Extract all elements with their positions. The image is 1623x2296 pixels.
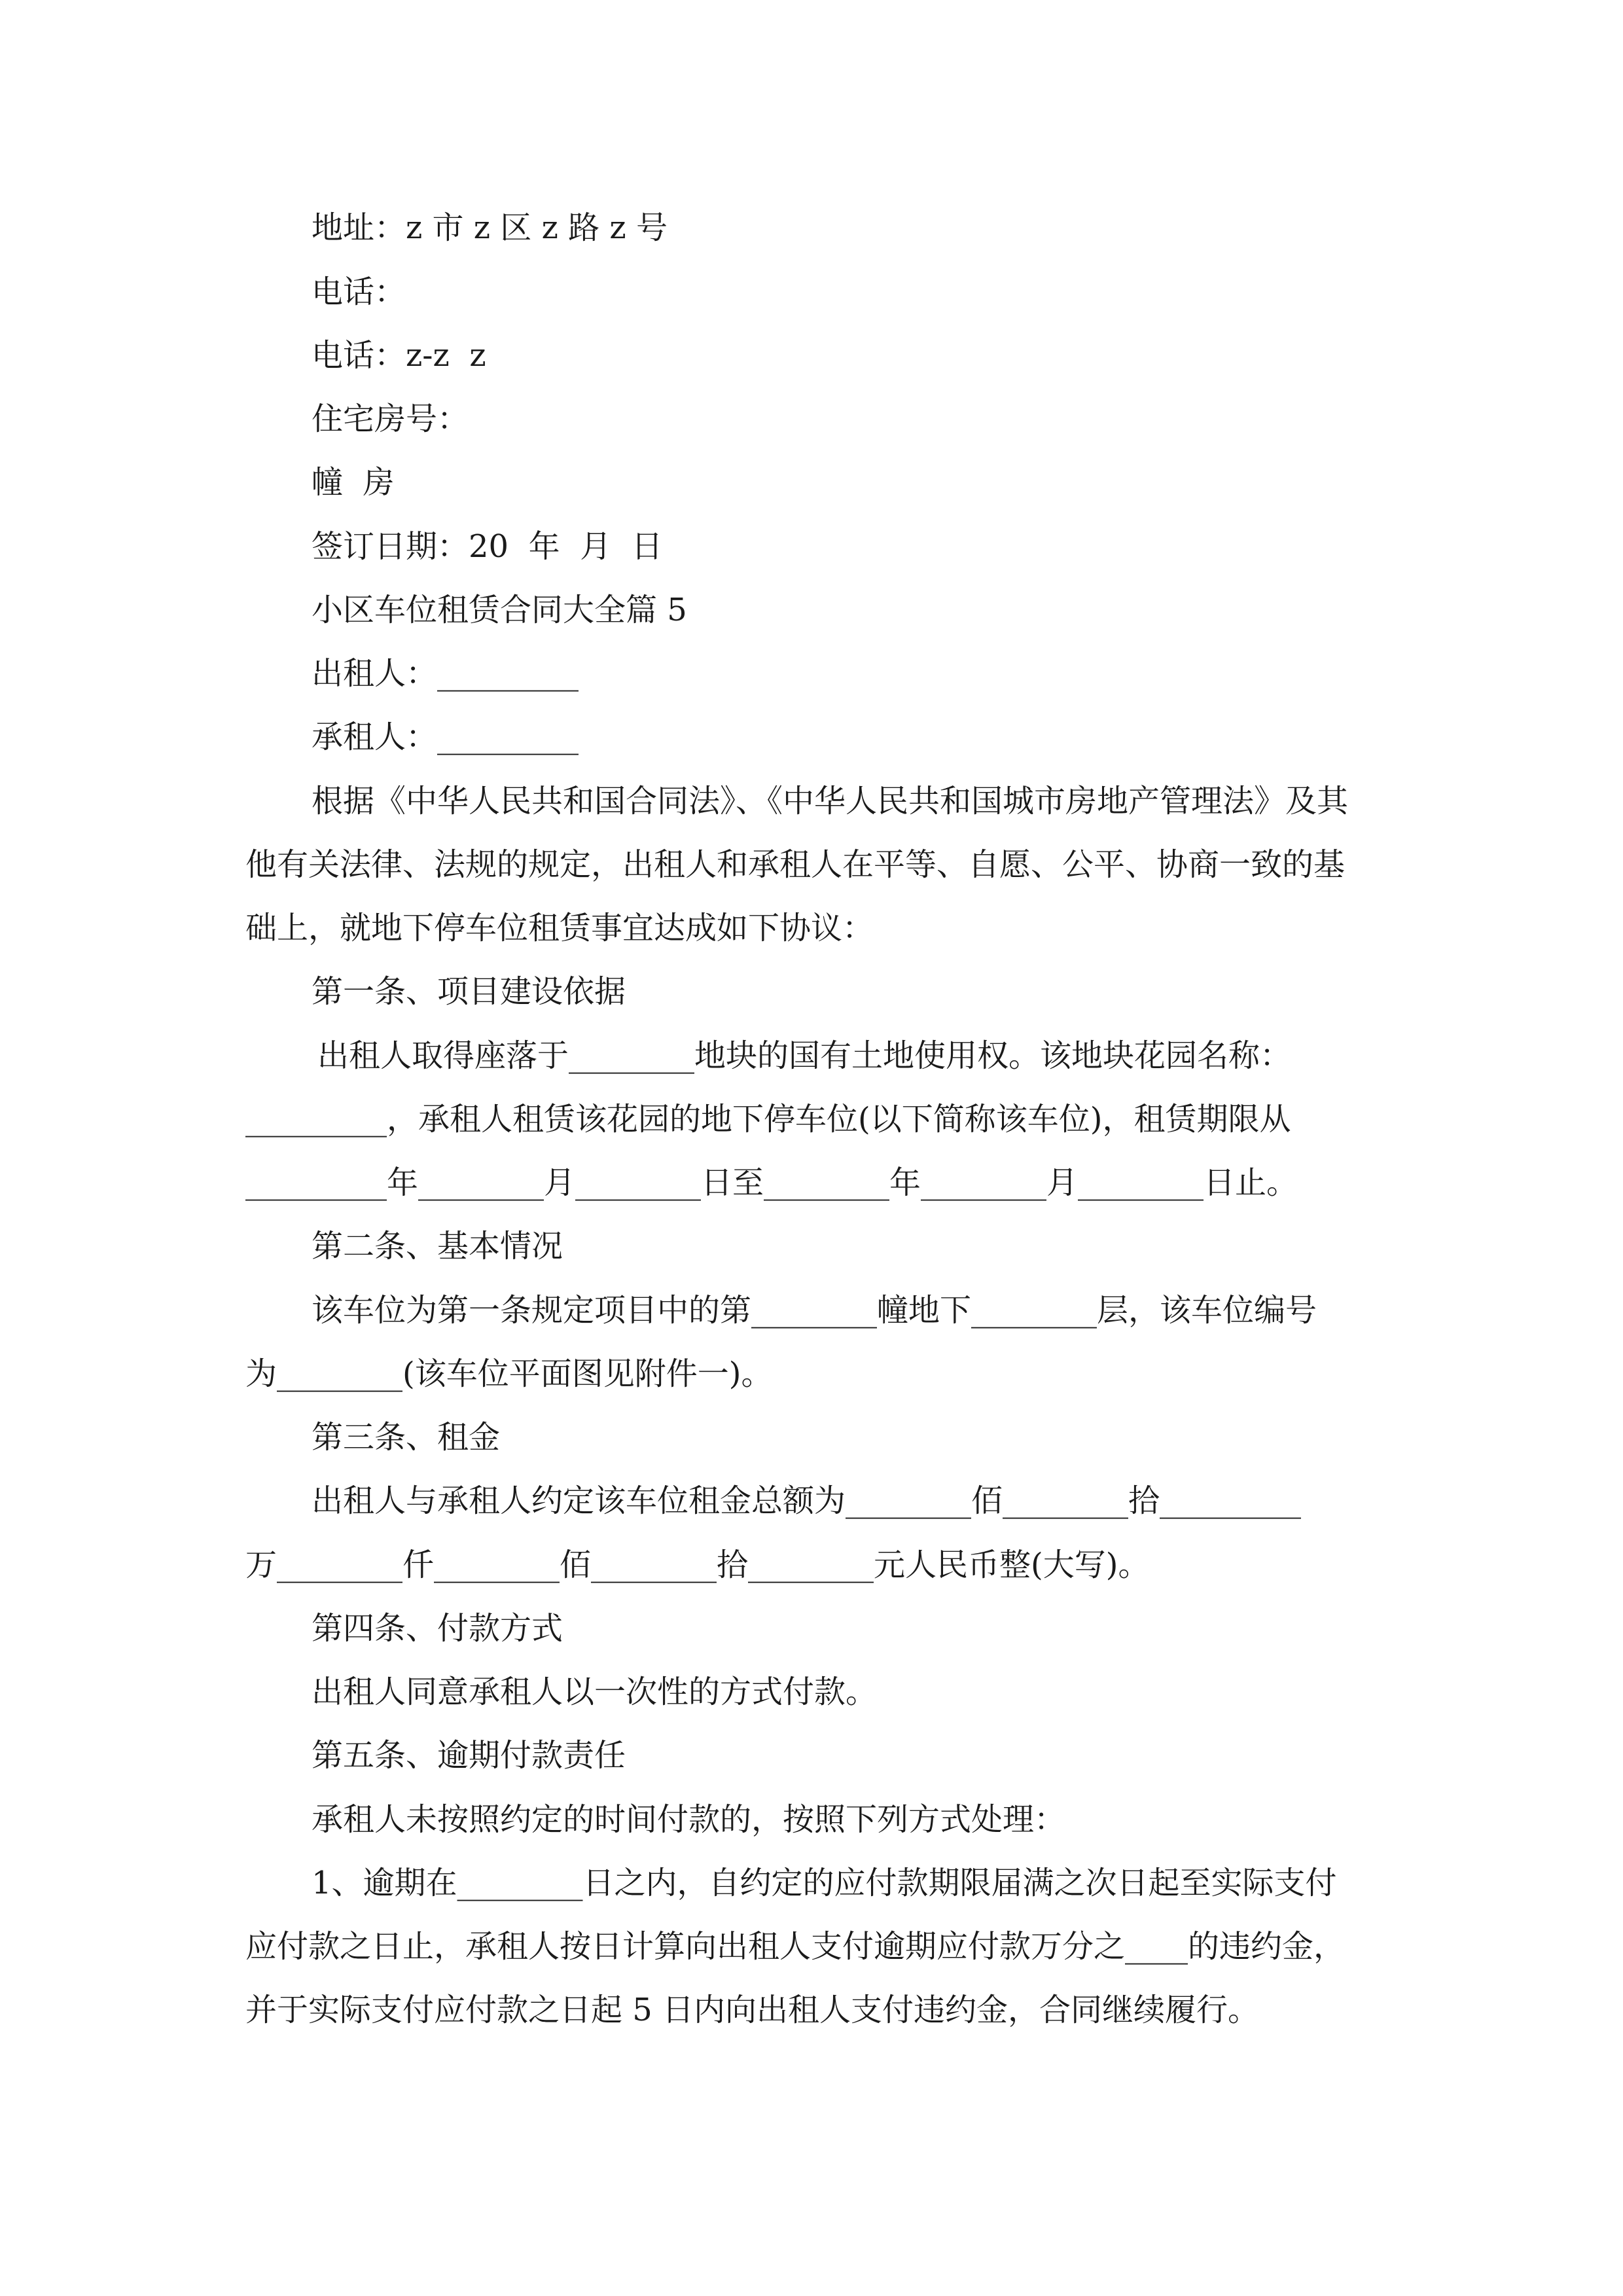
paragraph-line: 出租人同意承租人以一次性的方式付款。 xyxy=(312,1674,878,1710)
paragraph-line: 为________(该车位平面图见附件一)。 xyxy=(245,1355,773,1392)
address-line: 地址：z 市 z 区 z 路 z 号 xyxy=(312,209,668,246)
paragraph-line: 应付款之日止，承租人按日计算向出租人支付逾期应付款万分之____的违约金， xyxy=(245,1928,1346,1965)
paragraph-line: _________年________月________日至________年________月________日止。 xyxy=(245,1164,1298,1201)
phone-line-2: 电话：z-z z xyxy=(312,337,486,374)
paragraph-line: 出租人取得座落于________地块的国有土地使用权。该地块花园名称： xyxy=(317,1037,1292,1074)
article-heading: 第五条、逾期付款责任 xyxy=(312,1737,626,1774)
article-heading: 第一条、项目建设依据 xyxy=(312,973,626,1010)
building-room-line: 幢 房 xyxy=(312,464,395,501)
paragraph-line: _________，承租人租赁该花园的地下停车位(以下简称该车位)，租赁期限从 xyxy=(245,1101,1291,1138)
paragraph-line: 1、逾期在________日之内，自约定的应付款期限届满之次日起至实际支付 xyxy=(312,1865,1337,1901)
paragraph-line: 万________仟________佰________拾________元人民币整(大写)。 xyxy=(245,1547,1150,1583)
paragraph-line: 承租人未按照约定的时间付款的，按照下列方式处理： xyxy=(312,1801,1066,1838)
article-heading: 第三条、租金 xyxy=(312,1419,501,1456)
paragraph-line: 并于实际支付应付款之日起 5 日内向出租人支付违约金，合同继续履行。 xyxy=(245,1992,1260,2028)
lessee-line: 承租人：_________ xyxy=(312,719,579,755)
article-heading: 第二条、基本情况 xyxy=(312,1228,563,1265)
signing-date-line: 签订日期：20 年 月 日 xyxy=(312,528,663,565)
phone-line-1: 电话： xyxy=(312,274,406,310)
paragraph-line: 础上，就地下停车位租赁事宜达成如下协议： xyxy=(245,910,874,946)
article-heading: 第四条、付款方式 xyxy=(312,1610,563,1647)
lessor-line: 出租人：_________ xyxy=(312,655,579,692)
paragraph-line: 出租人与承租人约定该车位租金总额为________佰________拾_________ xyxy=(312,1482,1302,1519)
residence-number-line: 住宅房号： xyxy=(312,401,469,437)
paragraph-line: 该车位为第一条规定项目中的第________幢地下________层，该车位编号 xyxy=(312,1292,1317,1329)
paragraph-line: 他有关法律、法规的规定，出租人和承租人在平等、自愿、公平、协商一致的基 xyxy=(245,846,1346,883)
paragraph-line: 根据《中华人民共和国合同法》、《中华人民共和国城市房地产管理法》及其 xyxy=(312,783,1349,819)
section-title: 小区车位租赁合同大全篇 5 xyxy=(312,592,687,628)
